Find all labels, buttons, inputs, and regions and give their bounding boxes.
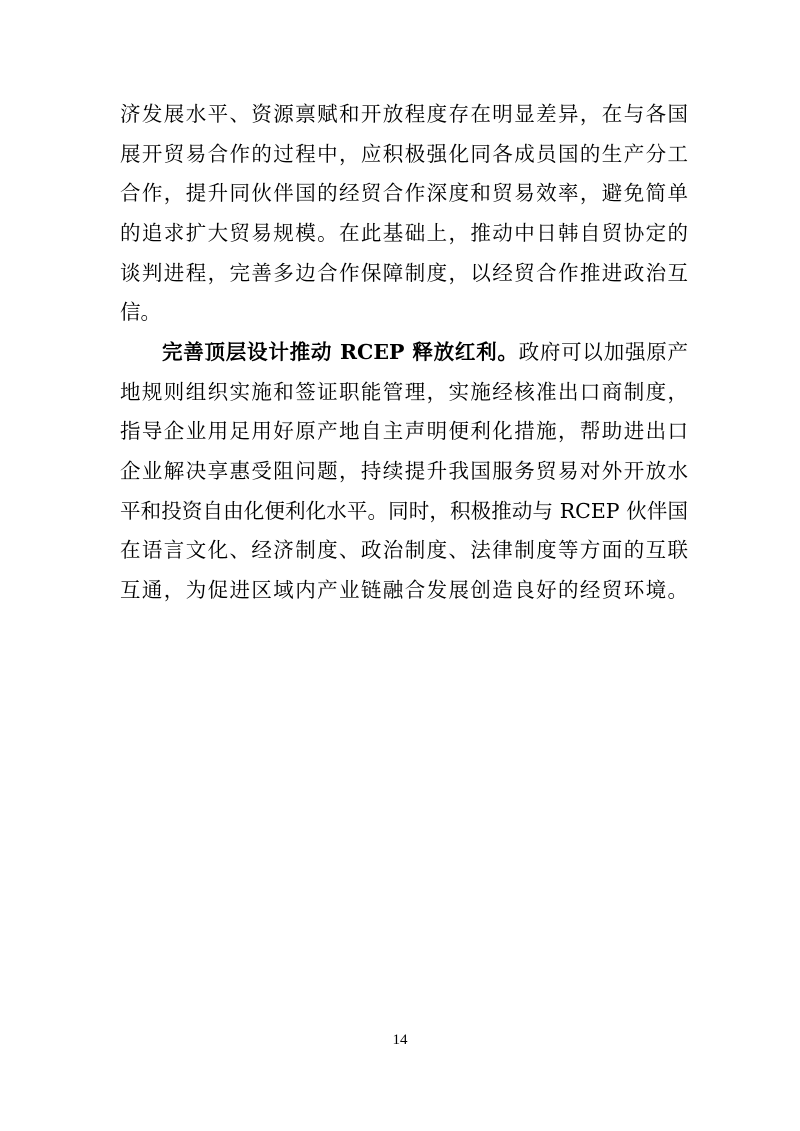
paragraph-line: 谈判进程，完善多边合作保障制度，以经贸合作推进政治互 [120, 260, 688, 285]
paragraph-line: 企业解决享惠受阻问题，持续提升我国服务贸易对外开放水 [120, 459, 688, 484]
paragraph-line: 合作，提升同伙伴国的经贸合作深度和贸易效率，避免简单 [120, 181, 688, 206]
paragraph-line: 济发展水平、资源禀赋和开放程度存在明显差异，在与各国 [120, 102, 688, 126]
paragraph-line: 互通，为促进区域内产业链融合发展创造良好的经贸环境。 [120, 578, 688, 603]
paragraph-trade-cooperation [120, 95, 688, 333]
paragraph-line: 信。 [120, 300, 161, 325]
paragraph-line: 指导企业用足用好原产地自主声明便利化措施，帮助进出口 [120, 419, 688, 444]
paragraph-line: 在语言文化、经济制度、政治制度、法律制度等方面的互联 [120, 538, 688, 563]
paragraph-first-line [120, 333, 688, 373]
paragraph-line: 平和投资自由化便利化水平。同时，积极推动与 RCEP 伙伴国 [120, 498, 688, 523]
paragraph-heading: 完善顶层设计推动 RCEP 释放红利。 [162, 340, 519, 364]
paragraph-line: 地规则组织实施和签证职能管理，实施经核准出口商制度， [120, 379, 688, 404]
paragraph-rcep-top-level-design [120, 333, 688, 611]
paragraph-line: 的追求扩大贸易规模。在此基础上，推动中日韩自贸协定的 [120, 221, 688, 246]
paragraph-line-rest: 政府可以加强原产 [518, 340, 688, 364]
page-number: 14 [392, 1032, 408, 1048]
paragraph-line: 展开贸易合作的过程中，应积极强化同各成员国的生产分工 [120, 141, 688, 166]
